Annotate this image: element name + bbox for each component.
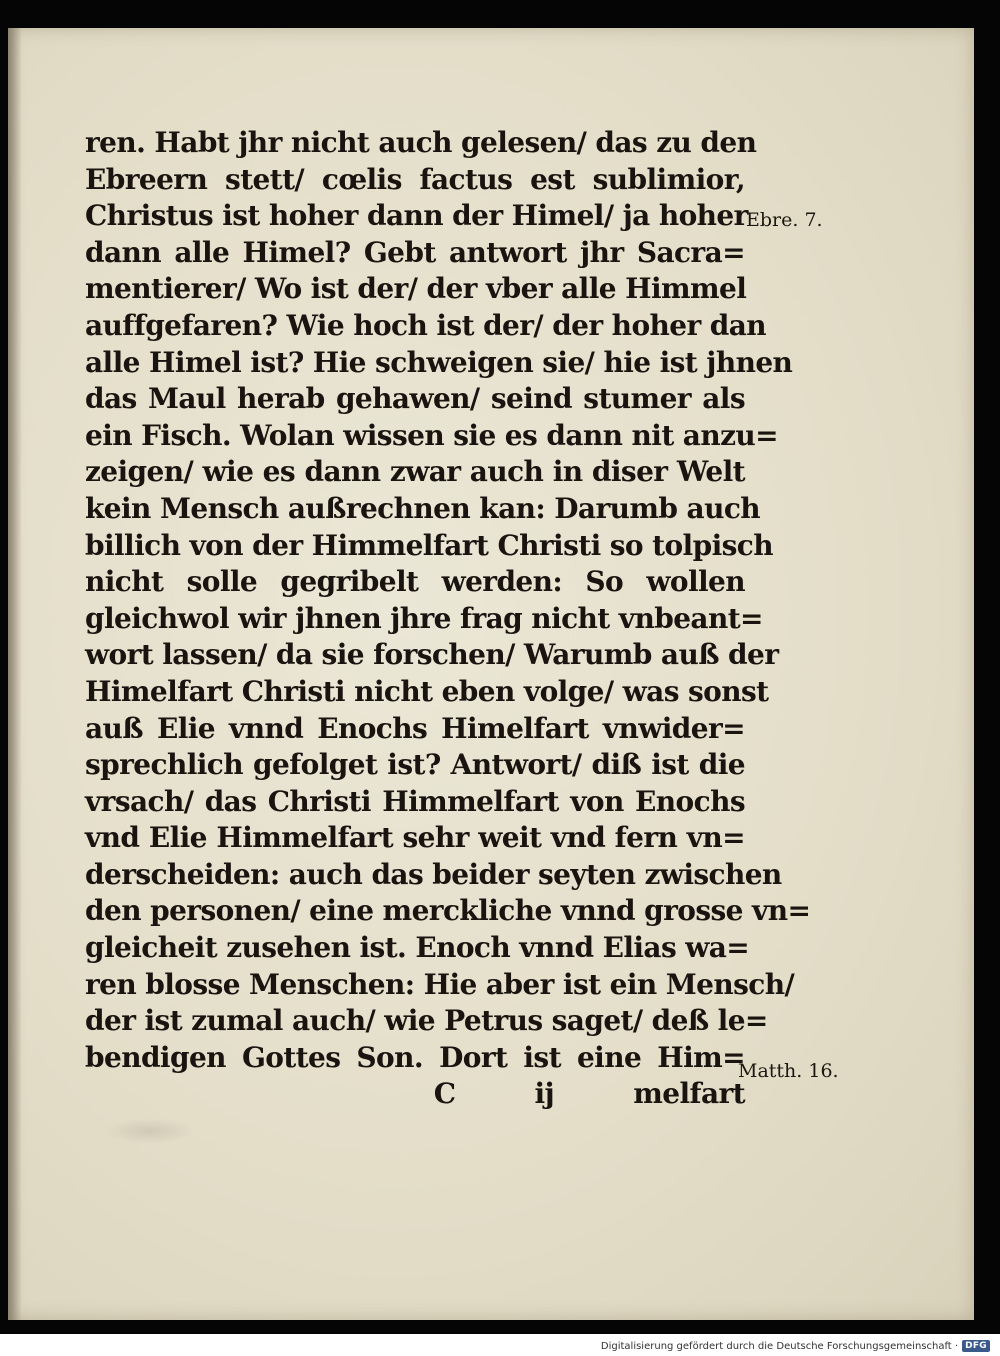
text-line-12: billich von der Himmelfart Christi so tolpisch (85, 528, 773, 562)
text-line-14: gleichwol wir jhnen jhre frag nicht vnbeant= (85, 601, 763, 635)
text-line-19: vrsach/ das Christi Himmelfart von Enochs (85, 784, 745, 818)
text-line-17: auß Elie vnnd Enochs Himelfart vnwider= (85, 711, 745, 745)
page-gutter-shadow (8, 28, 22, 1320)
text-line-23: gleicheit zusehen ist. Enoch vnnd Elias wa= (85, 931, 750, 965)
text-line-3: Christus ist hoher dann der Himel/ ja hoher (85, 199, 748, 233)
text-line-15: wort lassen/ da sie forschen/ Warumb auß der (85, 638, 779, 672)
funding-credit: Digitalisierung gefördert durch die Deutsche Forschungsgemeinschaft · (600, 1340, 959, 1352)
text-line-4: dann alle Himel? Gebt antwort jhr Sacra= (85, 235, 745, 269)
text-line-21: derscheiden: auch das beider seyten zwischen (85, 857, 782, 891)
text-line-2: Ebreern stett/ cœlis factus est sublimior, (85, 162, 745, 196)
text-line-26: bendigen Gottes Son. Dort ist eine Him= (85, 1040, 745, 1074)
text-line-8: das Maul herab gehawen/ seind stumer als (85, 382, 745, 416)
text-line-22: den personen/ eine merckliche vnnd grosse vn= (85, 894, 811, 928)
margin-note-matthew: Matth. 16. (738, 1060, 839, 1082)
text-line-20: vnd Elie Himmelfart sehr weit vnd fern vn= (85, 821, 745, 855)
text-line-10: zeigen/ wie es dann zwar auch in diser Welt (85, 455, 745, 489)
text-line-13: nicht solle gegribelt werden: So wollen (85, 565, 745, 599)
text-line-25: der ist zumal auch/ wie Petrus saget/ deß le= (85, 1004, 768, 1038)
ink-bleed-through (105, 1118, 195, 1144)
text-line-18: sprechlich gefolget ist? Antwort/ diß ist die (85, 748, 745, 782)
text-line-1: ren. Habt jhr nicht auch gelesen/ das zu den (85, 126, 757, 159)
margin-note-hebrews: Ebre. 7. (746, 209, 823, 231)
text-line-16: Himelfart Christi nicht eben volge/ was sonst (85, 674, 769, 708)
signature-catchword-line: C ij melfart (433, 1077, 745, 1111)
text-line-5: mentierer/ Wo ist der/ der vber alle Himmel (85, 272, 747, 306)
text-line-6: auffgefaren? Wie hoch ist der/ der hoher dan (85, 308, 767, 342)
text-line-9: ein Fisch. Wolan wissen sie es dann nit anzu= (85, 418, 779, 452)
dfg-logo-icon: DFG (962, 1340, 990, 1352)
text-line-7: alle Himel ist? Hie schweigen sie/ hie ist jhnen (85, 345, 793, 379)
text-line-11: kein Mensch außrechnen kan: Darumb auch (85, 491, 761, 525)
text-line-24: ren blosse Menschen: Hie aber ist ein Mensch/ (85, 967, 795, 1001)
digitization-footer (601, 1338, 990, 1354)
